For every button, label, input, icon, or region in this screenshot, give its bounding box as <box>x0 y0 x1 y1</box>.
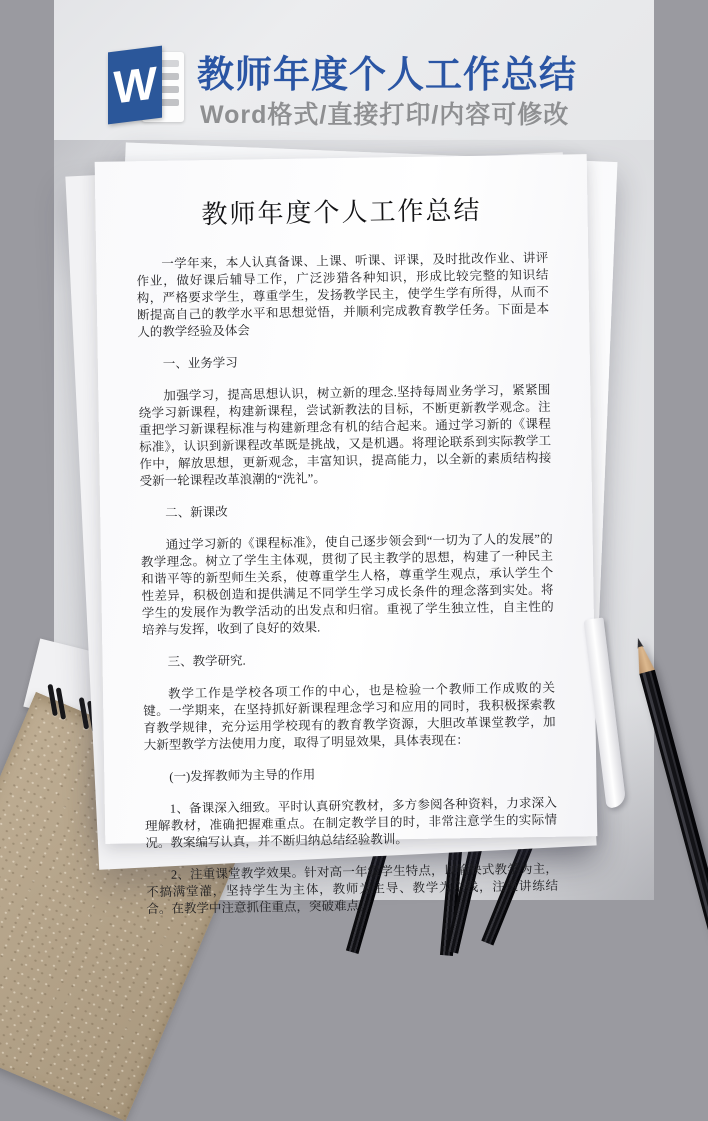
desk-photo <box>54 140 654 917</box>
doc-paragraph: 通过学习新的《课程标准》，使自己逐步领会到“一切为了人的发展”的教学理念。树立了学生主体观，贯彻了民主教学的思想，构建了一种民主和谐平等的新型师生关系，使尊重学生人格，尊重学生观点，承认学生个性差异，积极创造和提供满足不同学生学习成长条件的理念落到实处。将学生的发展作为教学活动的出发点和归宿。重视了学生独立性，自主性的培养与发挥，收到了良好的效果. <box>140 531 554 638</box>
word-icon <box>108 44 188 128</box>
document-preview-paper <box>95 154 598 917</box>
pencil-with-tip <box>630 636 708 940</box>
doc-paragraph: 2、注重课堂教学效果。针对高一年级学生特点，以愉快式教学为主，不搞满堂灌，坚持学生为主体，教师为主导、教学为主线，注重讲练结合。在教学中注意抓住重点，突破难点。 <box>146 861 559 917</box>
doc-paragraph: 1、备课深入细致。平时认真研究教材，多方参阅各种资料，力求深入理解教材，准确把握难重点。在制定教学目的时，非常注意学生的实际情况。教案编写认真，并不断归纳总结经验教训。 <box>145 795 558 851</box>
header-banner <box>54 0 654 140</box>
doc-paragraph: 二、新课改 <box>165 504 228 520</box>
doc-paragraph: (一)发挥教师为主导的作用 <box>169 767 316 784</box>
page-subtitle: Word格式/直接打印/内容可修改 <box>200 101 570 129</box>
document-title: 教师年度个人工作总结 <box>201 195 482 230</box>
pencil-body <box>639 670 708 940</box>
document-body <box>136 250 558 918</box>
pencil-wood-cone <box>633 645 655 674</box>
doc-paragraph: 一、业务学习 <box>162 355 238 371</box>
word-icon-letter: W <box>108 46 162 125</box>
template-preview-page <box>54 0 654 917</box>
doc-paragraph: 三、教学研究. <box>167 653 246 669</box>
doc-paragraph: 加强学习，提高思想认识，树立新的理念.坚持每周业务学习，紧紧围绕学习新课程，构建新课程，尝试新教法的目标，不断更新教学观念。注重把学习新课程标准与构建新理念有机的结合起来。通过学习新的《课程标准》，认识到新课程改革既是挑战，又是机遇。将理论联系到实际教学工作中，解放思想，更新观念，丰富知识，提高能力，以全新的素质结构接受新一轮课程改革浪潮的“洗礼”。 <box>138 382 552 489</box>
doc-paragraph: 教学工作是学校各项工作的中心，也是检验一个教师工作成败的关键。一学期来，在坚持抓好新课程理念学习和应用的同时，我积极探索教育教学规律，充分运用学校现有的教育教学资源，大胆改革课堂教学，加大新型教学方法使用力度，取得了明显效果，具体表现在： <box>143 680 556 753</box>
doc-paragraph: 一学年来，本人认真备课、上课、听课、评课，及时批改作业、讲评作业，做好课后辅导工作，广泛涉猎各种知识，形成比较完整的知识结构，严格要求学生，尊重学生，发扬教学民主，使学生学有所得，从而不断提高自己的教学水平和思想觉悟，并顺利完成教育教学任务。下面是本人的教学经验及体会 <box>136 250 550 340</box>
page-title: 教师年度个人工作总结 <box>197 54 577 95</box>
